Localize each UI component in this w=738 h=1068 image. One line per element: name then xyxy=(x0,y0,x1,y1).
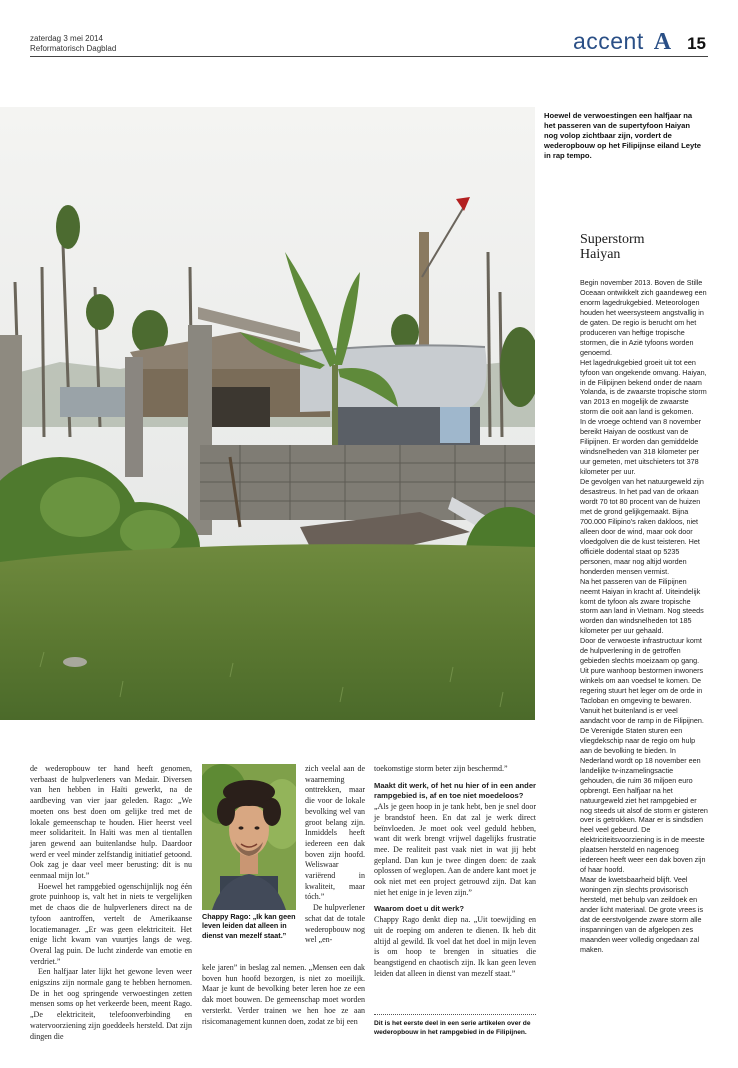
sidebar-title-line1: Superstorm xyxy=(580,232,645,247)
portrait-photo xyxy=(202,764,296,910)
page-number: 15 xyxy=(687,34,706,53)
interview-question: Maakt dit werk, of het nu hier of in een ander rampgebied is, af en toe niet moedeloos? xyxy=(374,780,536,801)
header-rule xyxy=(30,56,708,57)
article-paragraph: Hoewel het rampgebied ogenschijnlijk nog één grote puinhoop is, valt het in niets te vergelijken met de chaos die de hulpverleners direct na de tyfoon aantroffen, vertelt de Amerikaanse locatiemanager. „Er was geen elektriciteit. Het enige licht kwam van vuurtjes langs de weg. Overal lag puin. De lucht zinderde van emotie en verdriet.” xyxy=(30,881,192,966)
article-paragraph: „Als je geen hoop in je tank hebt, ben je snel door je brandstof heen. En dat zal je werk direct beïnvloeden. Je moet ook veel geduld hebben, want dit werk brengt vrijwel dagelijks frustratie mee. De realiteit past vaak niet in wat jij hebt gepland. Dan kun je twee dingen doen: de zaak oplossen of weglopen. Aan de andere kant moet je ook niet met een project getrouwd zijn. Dat kan niet het enige in je leven zijn.” xyxy=(374,802,536,897)
sidebar-body xyxy=(580,278,708,955)
main-photo xyxy=(0,107,535,720)
section-masthead xyxy=(573,28,706,56)
article-paragraph: Een halfjaar later lijkt het gewone leven weer enigszins zijn normale gang te hebben hernomen. De in het oog springende verwoestingen zetten mensen soms op het verkeerde been, meent Rago. „De elektriciteit, telefoonverbinding en watervoorziening zijn goeddeels hersteld. Dat zijn dingen die xyxy=(30,967,192,1041)
sidebar-title xyxy=(580,232,710,262)
article-column-3 xyxy=(374,764,536,979)
photo-caption: Hoewel de verwoestingen een halfjaar na het passeren van de supertyfoon Haiyan nog volop zichtbaar zijn, vordert de wederopbouw op het Filipijnse eiland Leyte in rap tempo. xyxy=(544,111,701,160)
article-paragraph: De hulpverlener schat dat de totale wederopbouw nog wel „en- xyxy=(305,903,365,945)
sidebar-paragraph: In de vroege ochtend van 8 november bereikt Haiyan de oostkust van de Filipijnen. Er worden dan gemiddelde windsnelheden van 318 kilometer per uur gemeten, met uitschieters tot 378 kilometer per uur. xyxy=(580,417,702,477)
section-logo-letter: A xyxy=(653,29,672,55)
issue-date: zaterdag 3 mei 2014 xyxy=(30,34,103,43)
sidebar-paragraph: Het lagedrukgebied groeit uit tot een tyfoon van ongekende omvang. Haiyan, in de Filipijnen bekend onder de naam Yolanda, is de zwaarste tropische storm van 2013 en mogelijk de zwaarste storm die ooit aan land is gekomen. xyxy=(580,357,707,417)
interview-question: Waarom doet u dit werk? xyxy=(374,904,465,914)
article-column-2-bottom xyxy=(202,963,365,1027)
newspaper-name: Reformatorisch Dagblad xyxy=(30,44,117,53)
portrait-caption: Chappy Rago: „Ik kan geen leven leiden dat alleen in dienst van mezelf staat.” xyxy=(202,912,296,940)
article-paragraph: Chappy Rago denkt diep na. „Uit toewijding en uit de roeping om anderen te dienen. Ik heb dit altijd al gewild. Ik voel dat het doel in mijn leven is om hoop te brengen in situaties die beangstigend en chaotisch zijn. Ik kan geen leven leiden dat alleen in dienst van mezelf staat.” xyxy=(374,915,536,978)
sidebar-paragraph: Na het passeren van de Filipijnen neemt Haiyan in kracht af. Uiteindelijk komt de tyfoon als zware tropische storm aan land in Vietnam. Nog steeds worden dan windsnelheden tot 185 kilometer per uur gehaald. xyxy=(580,576,704,636)
article-column-2-top xyxy=(305,764,365,946)
article-column-1 xyxy=(30,764,192,1042)
article-paragraph: de wederopbouw ter hand heeft genomen, verbaast de hulpverleners van Medair. Diversen van hen hebben in Haïti gewerkt, na de aardbeving van vier jaar geleden. Rago: „We moeten ons best doen om gelijke tred met de lokale gemeenschap te houden. Hier heerst veel meer solidariteit. In Haïti was men al tientallen jaren gewend aan buitenlandse hulp. Daardoor werd er veel minder zelfstandig initiatief getoond. Ook zag je daar veel meer berusting: dit is nu eenmaal mijn lot.” xyxy=(30,764,192,881)
section-name: accent xyxy=(572,28,644,54)
article-paragraph: kele jaren” in beslag zal nemen. „Mensen een dak boven hun hoofd bezorgen, is niet zo moeilijk. Maar je kunt de bevolking beter leren hoe ze een dak moet bouwen. De gemeenschap moet worden versterkt. Verder trainen we hen hoe ze aan risicomanagement kunnen doen, zodat ze bij een xyxy=(202,963,365,1026)
sidebar-title-line2: Haiyan xyxy=(580,247,621,262)
article-paragraph: toekomstige storm beter zijn beschermd.” xyxy=(374,764,508,773)
article-paragraph: zich veelal aan de waarneming onttrekken, maar die voor de lokale bevolking wel van groot belang zijn. Inmiddels heeft iedereen een dak boven zijn hoofd. Weliswaar variërend in kwaliteit, maar tóch.” xyxy=(305,764,365,902)
sidebar-paragraph: Door de verwoeste infrastructuur komt de hulpverlening in de getroffen gebieden slechts moeizaam op gang. Uit pure wanhoop bestormen inwoners winkels om aan voedsel te komen. De regering stuurt het leger om de orde in Tacloban en omgeving te bewaren. Vanuit het buitenland is er veel aandacht voor de ramp in de Filipijnen. De Verenigde Staten sturen een vliegdekschip naar de regio om hulp aan de bevolking te bieden. In Nederland wordt op 18 november een landelijke tv-inzamelingsactie gehouden, die ruim 36 miljoen euro opbrengt. Een halfjaar na het natuurgeweld ziet het rampgebied er nog steeds uit alsof de storm er gisteren over is getrokken. Maar er is sindsdien heel veel gebeurd. De elektriciteitsvoorziening is in de meeste plaatsen hersteld en nagenoeg iedereen heeft weer een dak boven zijn of haar hoofd. xyxy=(580,636,708,875)
sidebar-paragraph: Begin november 2013. Boven de Stille Oceaan ontwikkelt zich gaandeweg een enorm lagedrukgebied. Meteorologen houden het weersysteem angstvallig in de gaten. De regio is berucht om het produceren van heftige tropische stormen, die in Azië tyfoons worden genoemd. xyxy=(580,278,707,357)
series-footnote: Dit is het eerste deel in een serie artikelen over de wederopbouw in het rampgebied in de Filipijnen. xyxy=(374,1014,536,1037)
sidebar-paragraph: De gevolgen van het natuurgeweld zijn desastreus. In het pad van de orkaan wordt 70 tot 80 procent van de huizen met de grond gelijkgemaakt. Bijna 700.000 Filipino's raken dakloos, niet alleen door de wind, maar ook door vloedgolven die de kust teisteren. Het officiële dodental staat op 5235 personen, maar nog altijd worden honderden mensen vermist. xyxy=(580,477,704,576)
sidebar-paragraph: Maar de kwetsbaarheid blijft. Veel woningen zijn slechts provisorisch hersteld, met behulp van zeildoek en ander licht materiaal. De grote vrees is dat de eerstvolgende zware storm alle inspanningen van de afgelopen zes maanden weer volledig ongedaan zal maken. xyxy=(580,875,704,954)
issue-date-block xyxy=(30,34,116,54)
